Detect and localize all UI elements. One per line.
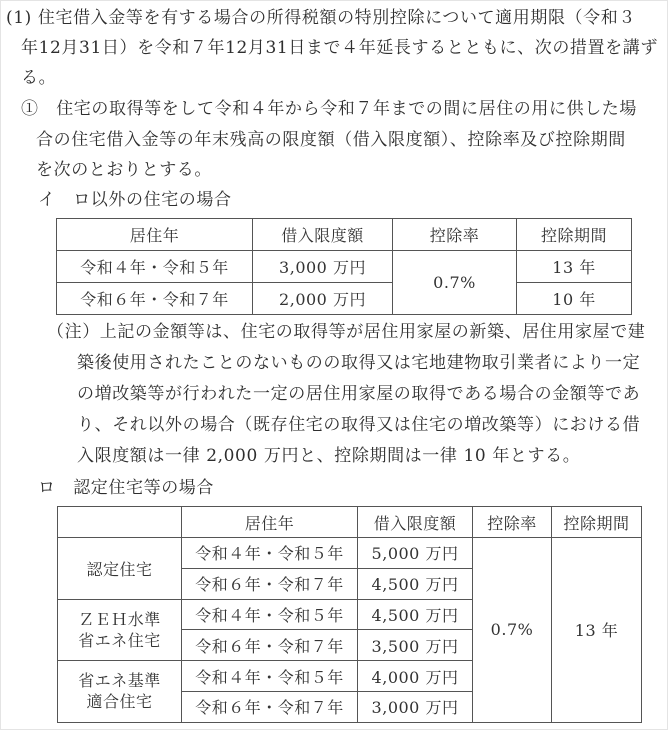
- table-row: [57, 283, 632, 315]
- note-line-2: 築後使用されたことのないものの取得又は宅地建物取引業者により一定: [77, 353, 641, 373]
- cell-limit: 5,000 万円: [358, 538, 473, 569]
- section-ro-heading: ロ 認定住宅等の場合: [38, 478, 214, 498]
- housing-type-label-line-2: 適合住宅: [86, 692, 153, 712]
- header-housing-type: [58, 507, 182, 538]
- housing-type-zeh: [58, 599, 182, 661]
- cell-year: 令和４年・令和５年: [57, 251, 253, 283]
- header-deduction-period: 控除期間: [517, 219, 632, 251]
- header-deduction-period: 控除期間: [552, 507, 642, 538]
- header-residence-year: 居住年: [182, 507, 358, 538]
- item1-line-1: ① 住宅の取得等をして令和４年から令和７年までの間に居住の用に供した場: [21, 99, 637, 119]
- loan-limit-table-standard: [56, 218, 632, 315]
- cell-year: 令和６年・令和７年: [182, 568, 358, 599]
- cell-year: 令和６年・令和７年: [182, 630, 358, 661]
- header-loan-limit: 借入限度額: [253, 219, 393, 251]
- housing-type-certified: [58, 538, 182, 600]
- cell-limit: 3,000 万円: [253, 251, 393, 283]
- cell-limit: 3,000 万円: [358, 691, 473, 722]
- section-i-heading: イ ロ以外の住宅の場合: [38, 190, 232, 210]
- intro-line-3: る。: [21, 68, 57, 88]
- cell-year: 令和６年・令和７年: [57, 283, 253, 315]
- housing-type-label: 認定住宅: [86, 559, 153, 579]
- table-header-row: [58, 507, 642, 538]
- cell-period: 13 年: [517, 251, 632, 283]
- cell-rate: 0.7%: [393, 251, 517, 315]
- cell-limit: 4,000 万円: [358, 661, 473, 692]
- table-row: [57, 251, 632, 283]
- header-residence-year: 居住年: [57, 219, 253, 251]
- item1-line-3: を次のとおりとする。: [36, 160, 212, 180]
- note-line-4: り、それ以外の場合（既存住宅の取得又は住宅の増改築等）における借: [77, 415, 641, 435]
- item1-line-2: 合の住宅借入金等の年末残高の限度額（借入限度額）、控除率及び控除期間: [36, 130, 626, 150]
- note-line-1: （注）上記の金額等は、住宅の取得等が居住用家屋の新築、居住用家屋で建: [47, 322, 646, 342]
- housing-type-energy-standard: [58, 661, 182, 723]
- header-deduction-rate: 控除率: [393, 219, 517, 251]
- note-line-5: 入限度額は一律 2,000 万円と、控除期間は一律 10 年とする。: [77, 446, 581, 466]
- cell-year: 令和４年・令和５年: [182, 538, 358, 569]
- note-line-3: の増改築等が行われた一定の居住用家屋の取得である場合の金額等であ: [77, 384, 641, 404]
- housing-type-label-line-1: ＺＥＨ水準: [78, 609, 161, 629]
- header-deduction-rate: 控除率: [473, 507, 552, 538]
- cell-limit: 4,500 万円: [358, 568, 473, 599]
- cell-limit: 2,000 万円: [253, 283, 393, 315]
- loan-limit-table-certified: [57, 506, 642, 723]
- cell-rate: 0.7%: [473, 538, 552, 723]
- cell-period: 13 年: [552, 538, 642, 723]
- cell-year: 令和４年・令和５年: [182, 661, 358, 692]
- table-row: [58, 538, 642, 569]
- intro-line-1: (1) 住宅借入金等を有する場合の所得税額の特別控除について適用期限（令和３: [6, 8, 636, 28]
- cell-year: 令和６年・令和７年: [182, 691, 358, 722]
- cell-year: 令和４年・令和５年: [182, 599, 358, 630]
- cell-period: 10 年: [517, 283, 632, 315]
- cell-limit: 3,500 万円: [358, 630, 473, 661]
- header-loan-limit: 借入限度額: [358, 507, 473, 538]
- housing-type-label-line-1: 省エネ基準: [78, 671, 161, 691]
- intro-line-2: 年12月31日）を令和７年12月31日まで４年延長するとともに、次の措置を講ず: [21, 38, 658, 58]
- cell-limit: 4,500 万円: [358, 599, 473, 630]
- table-header-row: [57, 219, 632, 251]
- housing-type-label-line-2: 省エネ住宅: [78, 630, 161, 650]
